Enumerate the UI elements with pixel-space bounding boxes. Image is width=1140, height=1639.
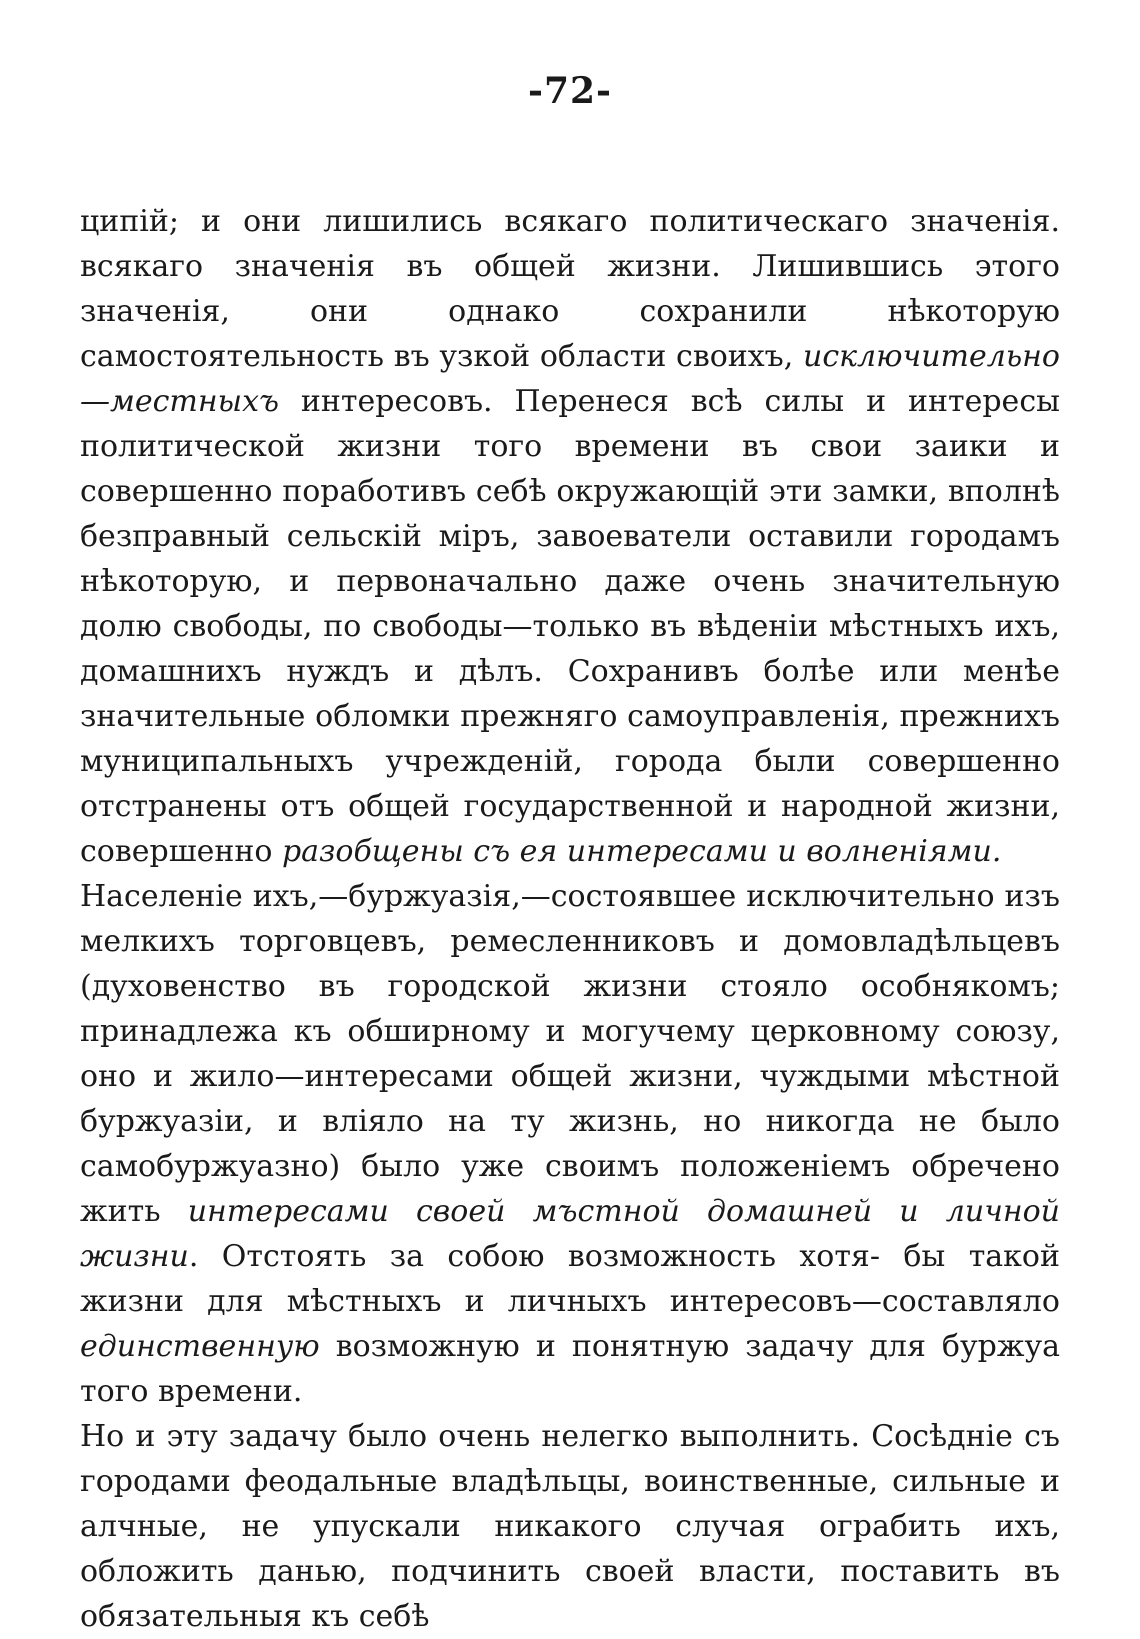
italic-segment: интересами своей мъстной домашней и личной жизни xyxy=(80,1194,1060,1274)
italic-segment: разобщены съ ея интересами и волненіями. xyxy=(281,834,1002,869)
paragraph-2 xyxy=(80,874,1060,1414)
text-segment: . Отстоять за собою возможность хотя- бы такой жизни для мѣстныхъ и личныхъ интересовъ—составляло xyxy=(80,1239,1060,1319)
paragraph-1 xyxy=(80,199,1060,874)
text-segment: интересовъ. Перенеся всѣ силы и интересы политической жизни того времени въ свои заики и совершенно поработивъ себѣ окружающій эти замки, вполнѣ безправный сельскій міръ, завоеватели оставили городамъ нѣкоторую, и первоначально даже очень значительную долю свободы, по свободы—только въ вѣденіи мѣстныхъ ихъ, домашнихъ нуждъ и дѣлъ. Сохранивъ болѣе или менѣе значительные обломки прежняго самоуправленія, прежнихъ муниципальныхъ учрежденій, города были совершенно отстранены отъ общей государственной и народной жизни, совершенно xyxy=(80,384,1060,869)
italic-segment: единственную xyxy=(80,1329,320,1364)
italic-segment: исключительно—местныхъ xyxy=(80,339,1060,419)
text-segment: возможную и понятную задачу для буржуа того времени. xyxy=(80,1329,1060,1409)
text-segment: Населеніе ихъ,—буржуазія,—состоявшее исключительно изъ мелкихъ торговцевъ, ремесленниковъ и домовладѣльцевъ (духовенство въ городской жизни стояло особнякомъ; принадлежа къ обширному и могучему церковному союзу, оно и жило—интересами общей жизни, чуждыми мѣстной буржуазіи, и вліяло на ту жизнь, но никогда не было самобуржуазно) было уже своимъ положеніемъ обречено жить xyxy=(80,879,1060,1229)
text-segment: ципій; и они лишились всякаго политическаго значенія. всякаго значенія въ общей жизни. Лишившись этого значенія, они однако сохранили нѣкоторую самостоятельность въ узкой области своихъ, xyxy=(80,204,1060,374)
page-number: -72- xyxy=(528,70,612,112)
text-segment: Но и эту задачу было очень нелегко выполнить. Сосѣдніе съ городами феодальные владѣльцы, воинственные, сильные и алчные, не упускали никакого случая ограбить ихъ, обложить данью, подчинить своей власти, поставить въ обязательныя къ себѣ xyxy=(80,1419,1060,1634)
paragraph-3 xyxy=(80,1414,1060,1639)
text-body xyxy=(80,199,1060,1639)
